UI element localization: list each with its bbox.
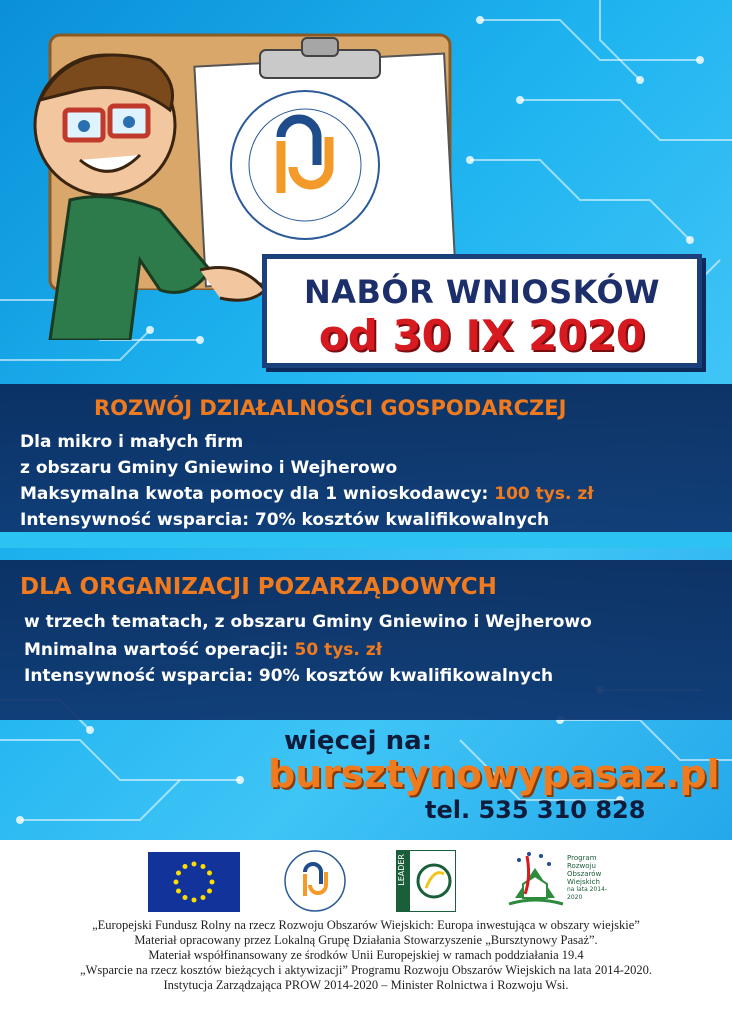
footer-line-2: Materiał opracowany przez Lokalną Grupę Działania Stowarzyszenie „Bursztynowy Pasaż”. [134, 933, 598, 947]
footer-line-1: „Europejski Fundusz Rolny na rzecz Rozwoju Obszarów Wiejskich: Europa inwestująca w obszary wiejskie” [92, 918, 640, 932]
max-amount-value: 100 tys. zł [494, 484, 594, 504]
headline-date: od 30 IX 2020 [318, 311, 646, 360]
more-info-label: więcej na: [284, 726, 433, 756]
headline-title: NABÓR WNIOSKÓW [303, 273, 660, 311]
section-business-line-2: z obszaru Gminy Gniewino i Wejherowo [20, 458, 398, 478]
prow-logo [505, 848, 615, 914]
divider-stripe [0, 532, 732, 548]
leader-logo-text: LEADER [397, 854, 406, 886]
lgd-logo-small [280, 848, 350, 914]
section-business-line-1: Dla mikro i małych firm [20, 432, 244, 452]
footer-line-5: Instytucja Zarządzająca PROW 2014-2020 – Minister Rolnictwa i Rozwoju Wsi. [163, 978, 569, 992]
max-amount-label: Maksymalna kwota pomocy dla 1 wnioskodawcy: [20, 484, 495, 504]
section-ngo-line-2 [24, 640, 382, 660]
headline-box [262, 254, 702, 368]
section-business-line-4: Intensywność wsparcia: 70% kosztów kwalifikowalnych [20, 510, 550, 530]
mascot-illustration [10, 40, 270, 340]
leader-logo [396, 850, 456, 912]
prow-logo-text: Program Rozwoju Obszarów Wiejskich na lata 2014-2020 [567, 854, 608, 901]
min-value-amount: 50 tys. zł [294, 640, 382, 660]
section-ngo-line-3: Intensywność wsparcia: 90% kosztów kwalifikowalnych [24, 666, 554, 686]
section-business-title: ROZWÓJ DZIAŁALNOŚCI GOSPODARCZEJ [94, 396, 567, 420]
footer-line-4: „Wsparcie na rzecz kosztów bieżących i aktywizacji” Programu Rozwoju Obszarów Wiejskich na lata 2014-2020. [80, 963, 652, 977]
section-ngo-title: DLA ORGANIZACJI POZARZĄDOWYCH [20, 574, 497, 600]
min-value-label: Mnimalna wartość operacji: [24, 640, 295, 660]
section-ngo-line-1: w trzech tematach, z obszaru Gminy Gniewino i Wejherowo [24, 612, 592, 632]
footer-line-3: Materiał współfinansowany ze środków Unii Europejskiej w ramach poddziałania 19.4 [148, 948, 584, 962]
section-business-line-3 [20, 484, 594, 504]
eu-flag-icon [148, 852, 240, 912]
phone-number: tel. 535 310 828 [425, 796, 646, 824]
website-link[interactable]: bursztynowypasaz.pl [268, 752, 720, 796]
footer-disclaimer [0, 918, 732, 993]
